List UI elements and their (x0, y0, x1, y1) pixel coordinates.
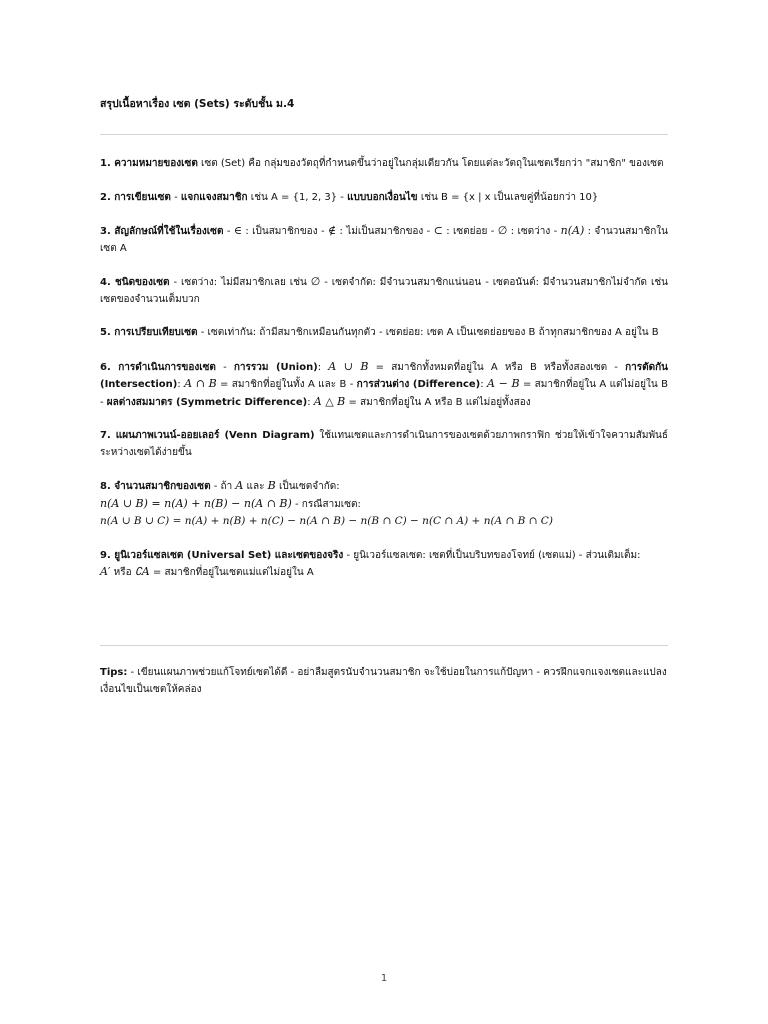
section-2-bold-cond: แบบบอกเงื่อนไข (347, 191, 418, 203)
section-5 (100, 325, 668, 342)
section-3-text: - (223, 226, 234, 237)
section-3-text: : เซตว่าง - (507, 226, 561, 237)
section-2-text: เช่น A = {1, 2, 3} - (247, 191, 348, 203)
section-1-heading: 1. ความหมายของเซต (100, 158, 198, 169)
section-6-text: : (480, 379, 487, 390)
set-a-symbol: A (235, 479, 244, 492)
section-4-text: - เซตว่าง: ไม่มีสมาชิกเลย เช่น (169, 277, 311, 288)
subset-symbol: ⊂ (433, 224, 443, 237)
section-5-text: - เซตเท่ากัน: ถ้ามีสมาชิกเหมือนกันทุกตัว - เซตย่อย: เซต A เป็นเซตย่อยของ B ถ้าทุกสมาชิกของ A อยู่ใน B (197, 327, 659, 338)
complement-symbol: ∁A (134, 565, 150, 578)
section-5-heading: 5. การเปรียบเทียบเซต (100, 327, 198, 338)
divider-bottom (100, 645, 668, 646)
section-9-text: - ยูนิเวอร์แซลเซต: เซตที่เป็นบริบทของโจทย์ (เซตแม่) - ส่วนเติมเต็ม: (343, 549, 641, 561)
intersection-label: การตัดกัน (Intersection) (100, 361, 668, 390)
tips-text: - เขียนแผนภาพช่วยแก้โจทย์เซตได้ดี - อย่าลืมสูตรนับจำนวนสมาชิก จะใช้บ่อยในการแก้ปัญหา - ควรฝึกแจกแจงเซตและแปลงเงื่อนไขเป็นเซตให้คล่อง (100, 667, 667, 695)
set-b-symbol: B (267, 479, 276, 492)
section-3-text: : ไม่เป็นสมาชิกของ - (336, 226, 434, 237)
section-7-heading: 7. แผนภาพเวนน์-ออยเลอร์ (Venn Diagram) (100, 430, 315, 441)
cardinality-symbol: n(A) (560, 224, 585, 237)
section-8-text: เป็นเซตจำกัด: (275, 481, 340, 492)
difference-formula: A − B (486, 377, 520, 390)
empty-set-symbol: ∅ (497, 224, 508, 237)
complement-prime: A′ (100, 565, 111, 578)
document-page (100, 96, 668, 582)
tips-paragraph (100, 664, 668, 698)
three-set-formula: n(A ∪ B ∪ C) = n(A) + n(B) + n(C) − n(A ∩ B) − n(B ∩ C) − n(C ∩ A) + n(A ∩ B ∩ C) (100, 515, 553, 527)
section-1 (100, 156, 668, 173)
section-6-text: : (307, 396, 314, 408)
section-4 (100, 274, 668, 308)
section-6-heading: 6. การดำเนินการของเซต (100, 361, 216, 373)
document-title: สรุปเนื้อหาเรื่อง เซต (Sets) ระดับชั้น ม.4 (100, 98, 295, 110)
section-3-text: : เป็นสมาชิกของ - (241, 226, 328, 237)
section-9-text: หรือ (110, 567, 135, 578)
section-6-text: : (317, 361, 329, 373)
section-8-text: และ (243, 481, 268, 492)
intersection-formula: A ∩ B (184, 377, 217, 390)
section-3-text: : จำนวนสมาชิกในเซต A (100, 226, 669, 254)
section-8-text: - ถ้า (210, 481, 236, 492)
section-6-text: = สมาชิกที่อยู่ในทั้ง A และ B - (216, 379, 357, 390)
section-8 (100, 478, 668, 531)
section-2-text: - (170, 191, 181, 203)
section-2 (100, 190, 668, 207)
section-7-text: ใช้แทนเซตและการดำเนินการของเซตด้วยภาพกราฟิก ช่วยให้เข้าใจความสัมพันธ์ระหว่างเซตได้ง่ายขึ้น (100, 430, 668, 458)
section-6-text: = สมาชิกที่อยู่ใน A หรือ B แต่ไม่อยู่ทั้งสอง (345, 396, 531, 408)
two-set-formula: n(A ∪ B) = n(A) + n(B) − n(A ∩ B) (100, 496, 292, 510)
section-2-text: เช่น B = {x | x เป็นเลขคู่ที่น้อยกว่า 10} (417, 191, 599, 203)
symmetric-difference-label: ผลต่างสมมาตร (Symmetric Difference) (106, 396, 308, 408)
section-3-heading: 3. สัญลักษณ์ที่ใช้ในเรื่องเซต (100, 226, 224, 237)
section-6-text: = สมาชิกทั้งหมดที่อยู่ใน A หรือ B หรือทั้งสองเซต - (368, 361, 626, 373)
section-3 (100, 223, 668, 257)
symmetric-difference-formula: A △ B (313, 394, 346, 408)
section-9-heading: 9. ยูนิเวอร์แซลเซต (Universal Set) และเซตของจริง (100, 549, 344, 561)
section-8-text: - กรณีสามเซต: (291, 498, 361, 510)
empty-set-symbol: ∅ (310, 275, 321, 288)
divider-top (100, 134, 668, 135)
section-7 (100, 428, 668, 461)
difference-label: การส่วนต่าง (Difference) (356, 379, 481, 390)
section-4-heading: 4. ชนิดของเซต (100, 277, 170, 288)
section-2-heading: 2. การเขียนเซต (100, 191, 171, 203)
section-8-heading: 8. จำนวนสมาชิกของเซต (100, 481, 211, 492)
section-1-text: เซต (Set) คือ กลุ่มของวัตถุที่กำหนดขึ้นว่าอยู่ในกลุ่มเดียวกัน โดยแต่ละวัตถุในเซตเรียกว่า "สมาชิก" ของเซต (197, 158, 664, 169)
section-6-text: - (215, 361, 234, 373)
union-formula: A ∪ B (328, 359, 369, 373)
section-6 (100, 359, 668, 412)
section-9-text: = สมาชิกที่อยู่ในเซตแม่แต่ไม่อยู่ใน A (149, 567, 314, 578)
union-label: การรวม (Union) (233, 361, 318, 373)
section-9 (100, 548, 668, 582)
element-of-symbol: ∈ (233, 224, 242, 237)
section-6-text: : (177, 379, 185, 390)
page-number: 1 (380, 973, 388, 984)
not-element-of-symbol: ∉ (327, 224, 337, 237)
tips-heading: Tips: (100, 667, 128, 678)
section-6-text: = สมาชิกที่อยู่ใน A แต่ไม่อยู่ใน B - (100, 379, 668, 408)
section-4-text: - เซตจำกัด: มีจำนวนสมาชิกแน่นอน - เซตอนันต์: มีจำนวนสมาชิกไม่จำกัด เช่น เซตของจำนวนเต็มบวก (100, 277, 668, 305)
section-3-text: : เซตย่อย - (442, 226, 498, 237)
section-2-bold-enum: แจกแจงสมาชิก (180, 191, 248, 203)
